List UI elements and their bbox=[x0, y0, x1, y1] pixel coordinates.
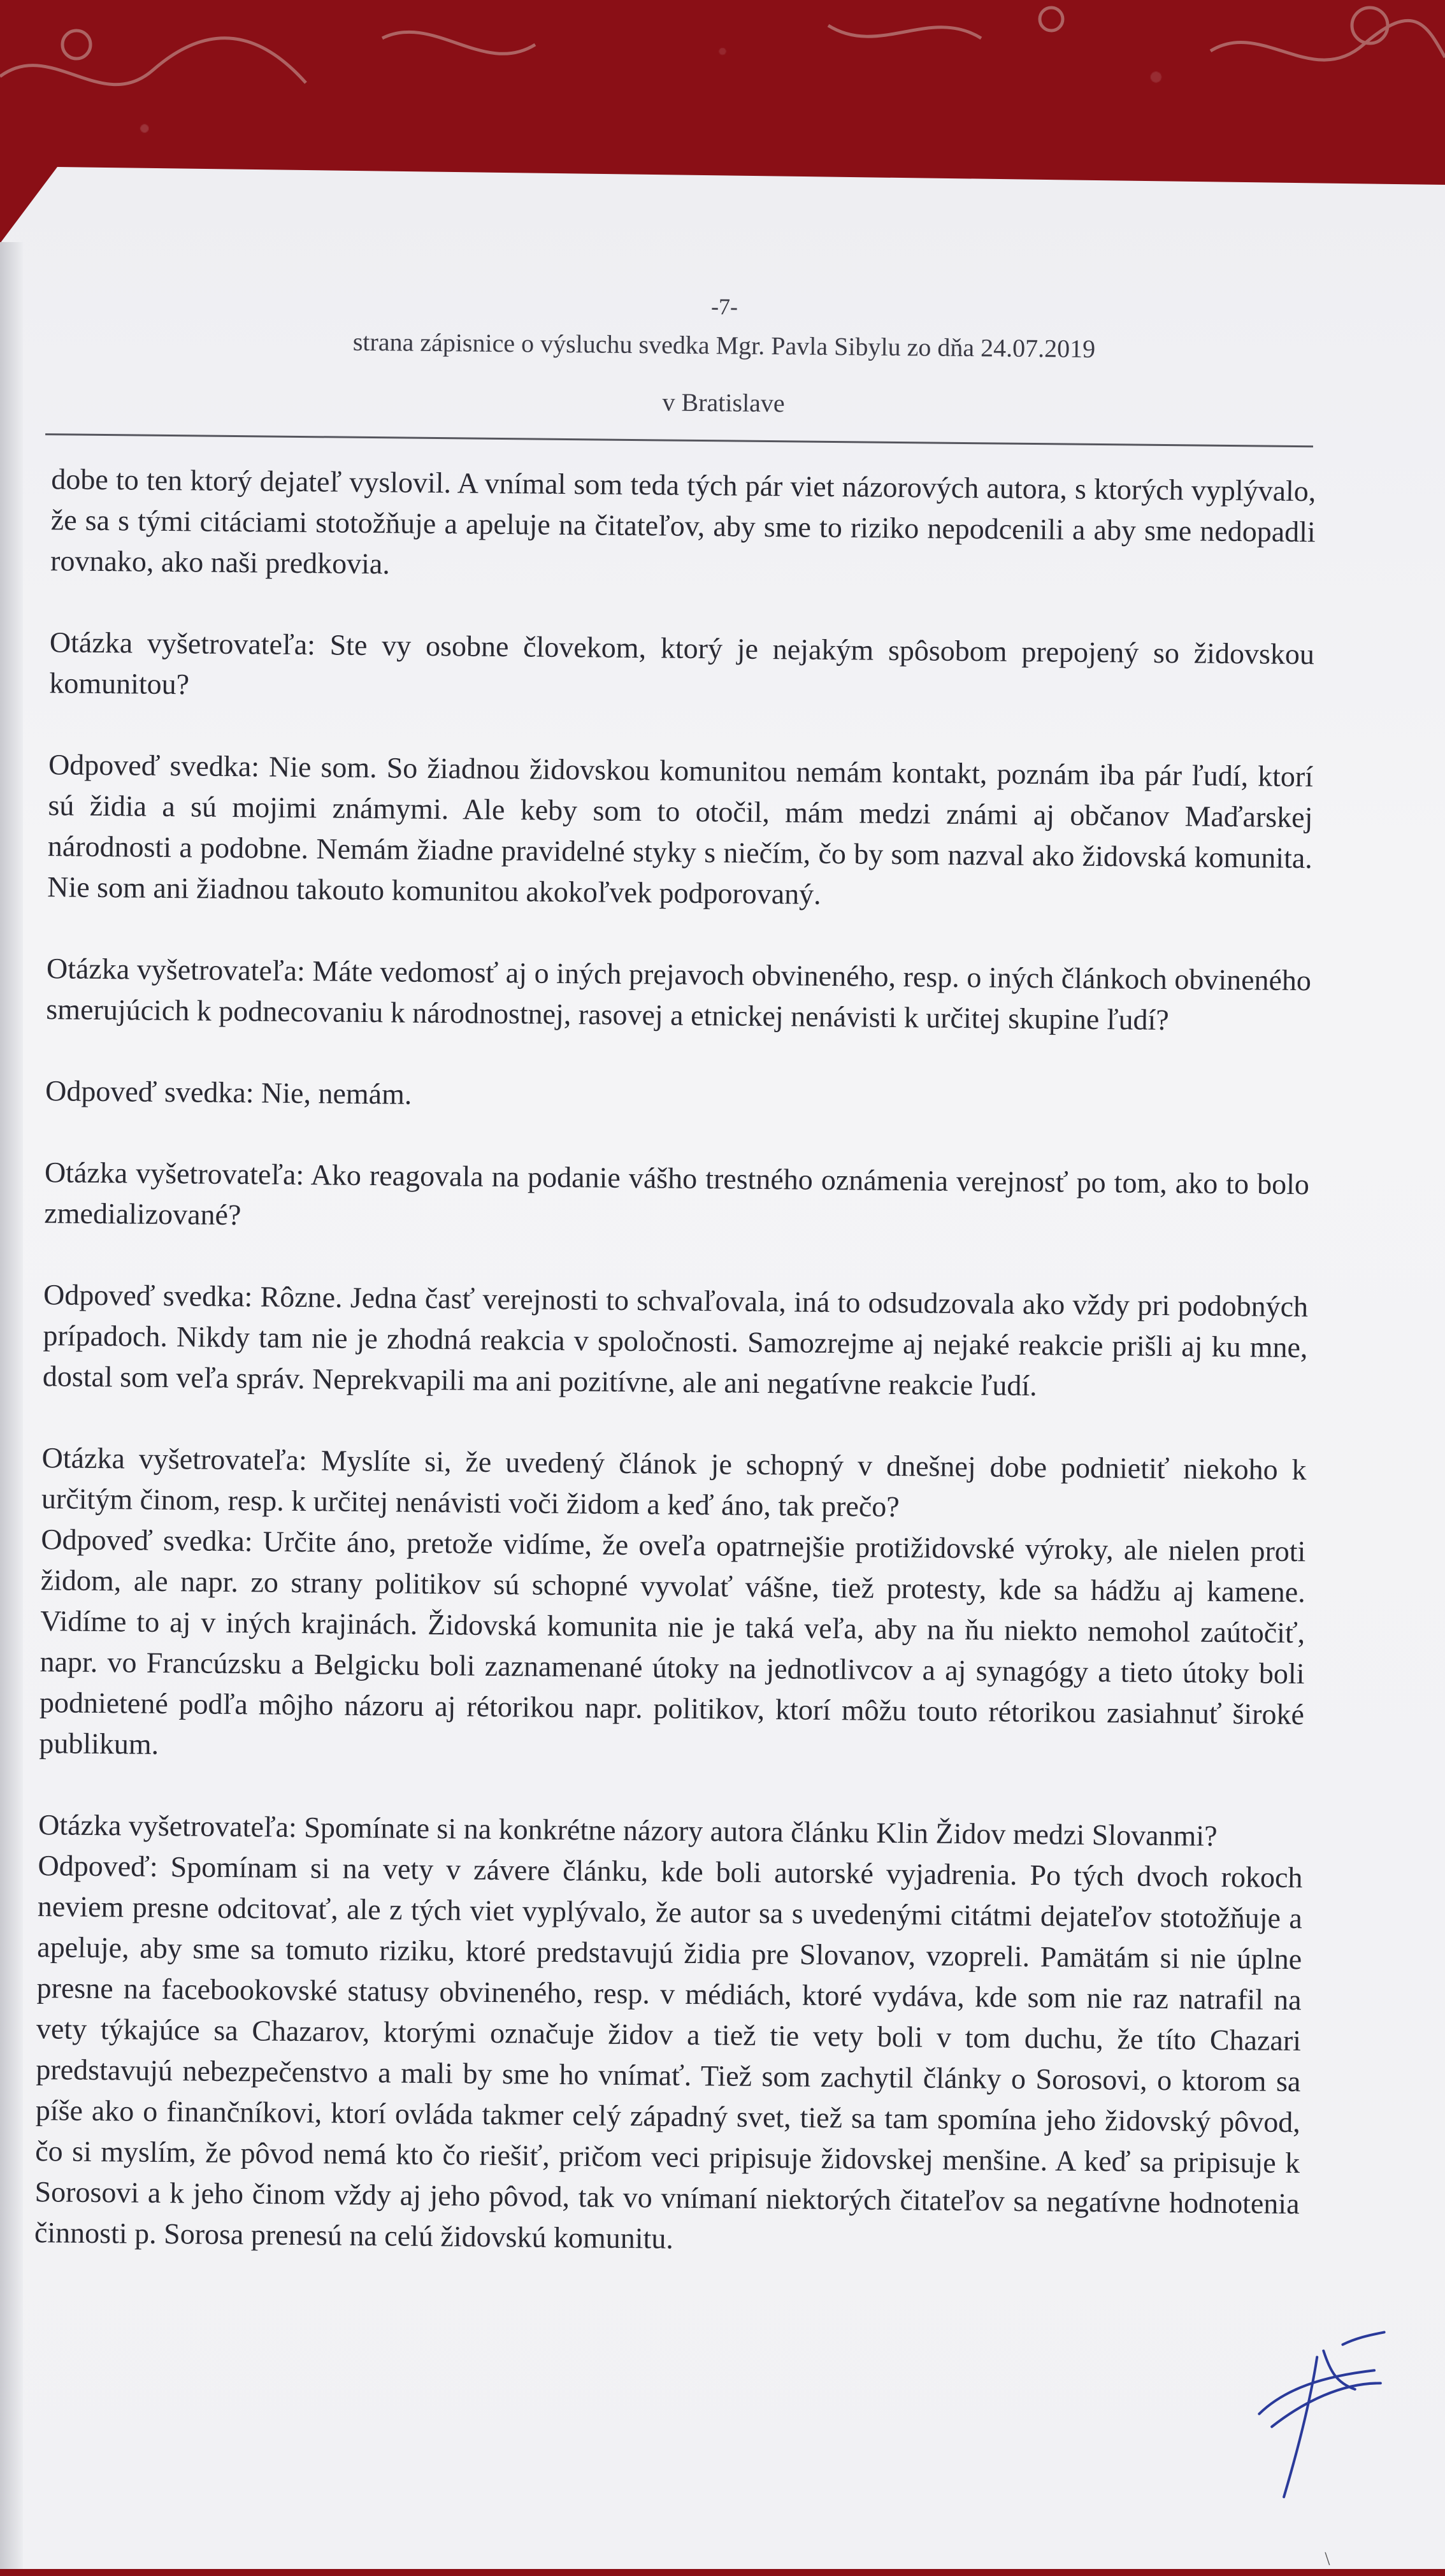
answer: Odpoveď svedka: Nie, nemám. bbox=[45, 1074, 412, 1111]
question: Otázka vyšetrovateľa: Máte vedomosť aj o iných prejavoch obvineného, resp. o iných článkoch obvineného smerujúcich k podnecovaniu k národnostnej, rasovej a etnickej nenávisti k určitej skupine ľudí? bbox=[46, 952, 1312, 1037]
answer: Odpoveď svedka: Určite áno, pretože vidíme, že oveľa opatrnejšie protižidovské výroky, ale nielen proti židom, ale napr. zo strany politikov sú schopné vyvolať vášne, tiež protesty, kde sa hádžu aj kamene. Vidíme to aj v iných krajinách. Židovská komunita nie je taká veľa, aby na ňu niekto nemohol zaútočiť, napr. vo Francúzsku a Belgicku boli zaznamenané útoky na jednotlivcov a aj synagógy a tieto útoky boli podnietené podľa môjho názoru aj rétorikou napr. politikov, ktorí môžu touto rétorikou zasiahnuť široké publikum. bbox=[39, 1523, 1306, 1760]
header-rule bbox=[45, 433, 1313, 447]
page-corner-mark: \ bbox=[1325, 2548, 1330, 2570]
answer: Odpoveď svedka: Nie som. So žiadnou židovskou komunitou nemám kontakt, poznám iba pár ľudí, ktorí sú židia a sú mojimi známymi. Ale keby som to otočil, mám medzi známi aj občanov Maďarskej národnosti a podobne. Nemám žiadne pravidelné styky s niečím, čo by som nazval ako židovská komunita. Nie som ani žiadnou takouto komunitou akokoľvek podporovaný. bbox=[47, 748, 1314, 910]
question: Otázka vyšetrovateľa: Ako reagovala na podanie vášho trestného oznámenia verejnosť po tom, ako to bolo zmedializované? bbox=[44, 1156, 1310, 1232]
question: Otázka vyšetrovateľa: Myslíte si, že uvedený článok je schopný v dnešnej dobe podnietiť niekoho k určitým činom, resp. k určitej nenávisti voči židom a keď áno, tak prečo? bbox=[41, 1441, 1307, 1523]
signature-mark bbox=[1246, 2312, 1388, 2504]
question: Otázka vyšetrovateľa: Ste vy osobne človekom, ktorý je nejakým spôsobom prepojený so židovskou komunitou? bbox=[49, 626, 1315, 701]
paragraph: dobe to ten ktorý dejateľ vyslovil. A vnímal som teda tých pár viet názorových autora, s ktorých vyplývalo, že sa s tými citáciami stotožňuje a apeluje na čitateľov, aby sme to riziko nepodcenili a aby sme nedopadli rovnako, ako naši predkovia. bbox=[50, 463, 1316, 580]
answer: Odpoveď svedka: Rôzne. Jedna časť verejnosti to schvaľovala, iná to odsudzovala ako vždy pri podobných prípadoch. Nikdy tam nie je zhodná reakcia v spoločnosti. Samozrejme aj nejaké reakcie prišli aj ku mne, dostal som veľa správ. Neprekvapili ma ani pozitívne, ale ani negatívne reakcie ľudí. bbox=[42, 1278, 1309, 1402]
header-location: v Bratislave bbox=[662, 387, 785, 418]
document-body bbox=[34, 459, 1316, 2306]
page-number: -7- bbox=[710, 294, 738, 320]
header-title: strana zápisnice o výsluchu svedka Mgr. Pavla Sibylu zo dňa 24.07.2019 bbox=[352, 327, 1096, 363]
question: Otázka vyšetrovateľa: Spomínate si na konkrétne názory autora článku Klin Židov medzi Slovanmi? bbox=[38, 1808, 1218, 1852]
answer: Odpoveď: Spomínam si na vety v závere článku, kde boli autorské vyjadrenia. Po tých dvoch rokoch neviem presne odcitovať, ale z tých viet vyplývalo, že autor sa s uvedenými citátmi dejateľov stotožňuje a apeluje, aby sme sa tomuto riziku, ktoré predstavujú židia pre Slovanov, vzopreli. Pamätám si nie úplne presne na facebookovské statusy obvineného, resp. v médiách, ktoré vydáva, kde som nie raz natrafil na vety týkajúce sa Chazarov, ktorými označuje židov a tiež tie vety boli v tom duchu, že títo Chazari predstavujú nebezpečenstvo a mali by sme ho vnímať. Tiež som zachytil články o Sorosovi, o ktorom sa píše ako o finančníkovi, ktorí ovláda takmer celý západný svet, tiež sa tam spomína jeho židovský pôvod, čo si myslím, že pôvod nemá kto čo riešiť, pričom veci pripisuje židovskej menšine. A keď sa pripisuje k Sorosovi a k jeho činom vždy aj jeho pôvod, tak vo vnímaní niektorých čitateľov sa negatívne hodnotenia činnosti p. Sorosa prenesú na celú židovskú komunitu. bbox=[34, 1849, 1303, 2255]
